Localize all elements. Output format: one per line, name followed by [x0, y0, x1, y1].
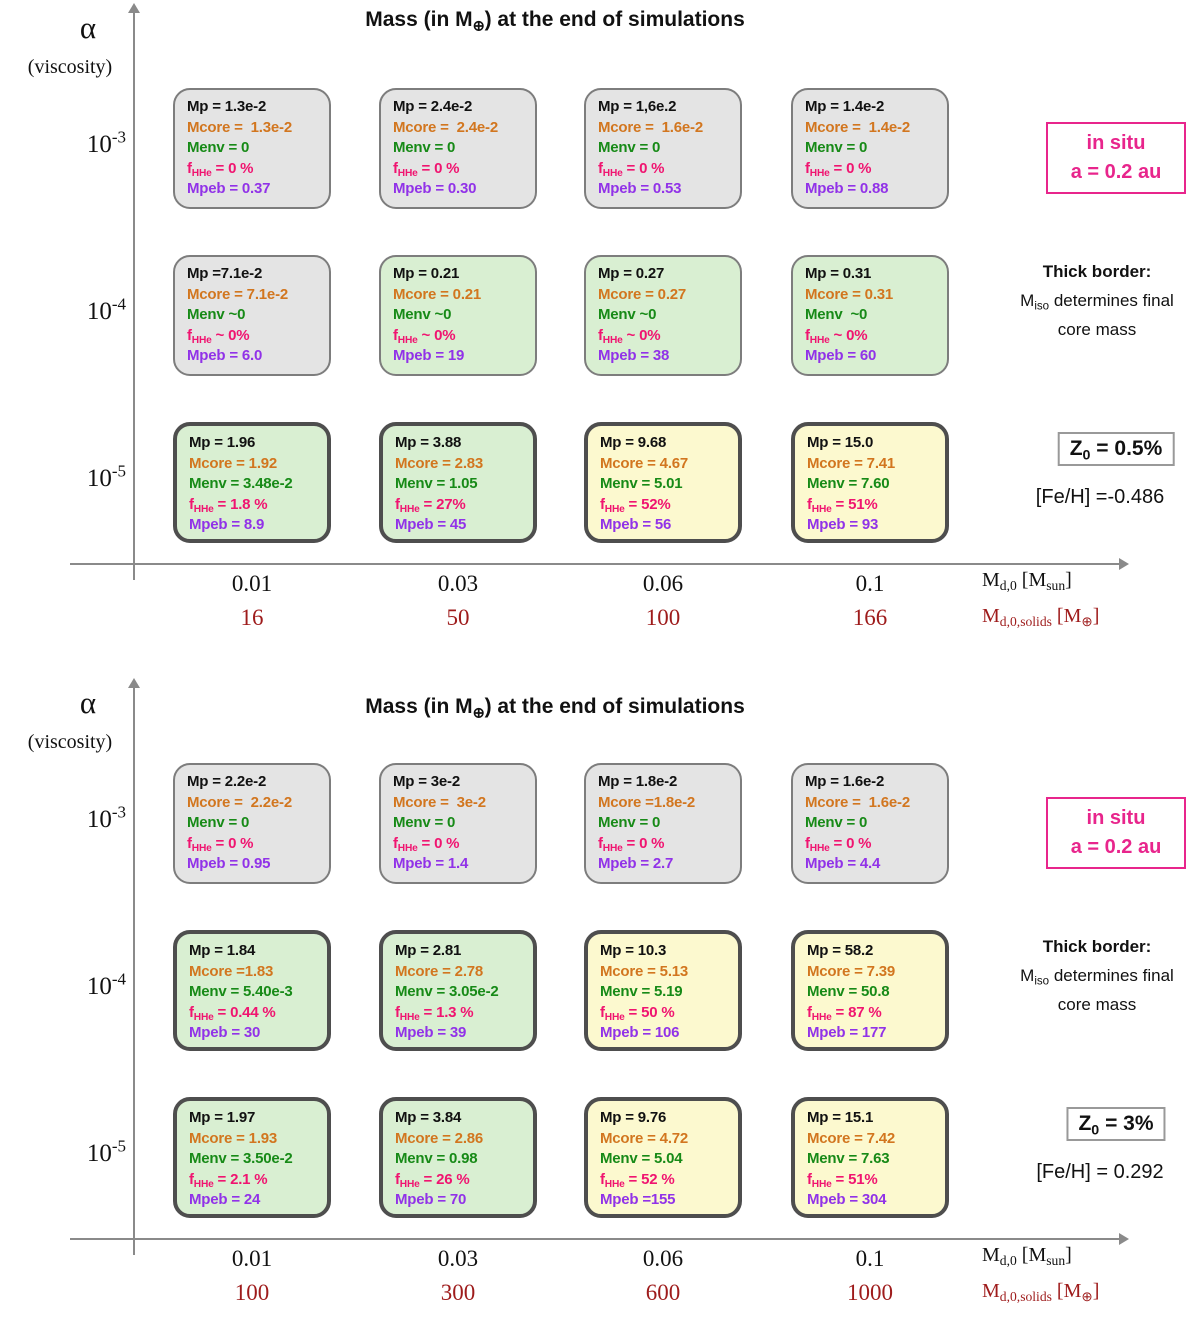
- mcore-line: Mcore = 1.92: [189, 454, 278, 472]
- menv-line: Menv = 7.63: [807, 1150, 890, 1167]
- y-axis-tick: $10^{-3}$: [86, 127, 126, 158]
- mp-line: Mp = 2.2e-2: [187, 773, 267, 790]
- mcore-line: Mcore = 5.13: [600, 962, 689, 980]
- mp-line: Mp = 1.6e-2: [805, 773, 885, 790]
- mp-line: Mp = 2.81: [395, 942, 462, 959]
- mp-line: Mp = 10.3: [600, 942, 667, 959]
- mcore-line: Mcore = 1.6e-2: [598, 118, 703, 136]
- in-situ-line2: a = 0.2 au: [1070, 836, 1162, 858]
- menv-line: Menv = 1.05: [395, 475, 478, 492]
- menv-line: Menv ~0: [187, 306, 246, 323]
- fhhe-line: $f_{HHe}$ ~ 0%: [598, 326, 661, 346]
- fhhe-line: $f_{HHe} = 27\%$: [395, 495, 466, 515]
- mp-line: Mp =7.1e-2: [187, 265, 263, 282]
- menv-line: Menv = 5.01: [600, 475, 683, 492]
- mp-line: Mp = 1.3e-2: [187, 98, 267, 115]
- mpeb-line: Mpeb = 106: [600, 1024, 680, 1041]
- mp-line: Mp = 3e-2: [393, 773, 460, 790]
- mcore-line: Mcore = 2.86: [395, 1129, 484, 1147]
- fhhe-line: $f_{HHe} = 0$ %: [805, 159, 872, 179]
- mcore-line: Mcore =1.8e-2: [598, 793, 696, 811]
- fhhe-line: $f_{HHe} = 52\%$: [600, 495, 671, 515]
- mcore-line: Mcore = 4.67: [600, 454, 689, 472]
- mp-line: Mp = 3.88: [395, 434, 462, 451]
- mp-line: Mp = 1,6e.2: [598, 98, 677, 115]
- mcore-line: Mcore = 2.83: [395, 454, 484, 472]
- feh-value: [Fe/H] = 0.292: [1036, 1161, 1164, 1183]
- mpeb-line: Mpeb = 304: [807, 1191, 887, 1208]
- thick-border-note: [994, 933, 1200, 1020]
- mcore-line: Mcore = 0.31: [805, 285, 894, 303]
- mpeb-line: Mpeb = 0.37: [187, 180, 271, 197]
- thick-border-line2: $M_{iso}$ determines final: [1020, 290, 1174, 313]
- sim-result-box: [173, 422, 331, 543]
- mpeb-line: Mpeb =155: [600, 1191, 676, 1208]
- x-axis-tick: 0.06: [642, 571, 684, 596]
- mcore-line: Mcore = 1.6e-2: [805, 793, 910, 811]
- panel-title: Mass (in $M_\oplus$) at the end of simulations: [365, 695, 745, 722]
- metallicity-box: $Z_0 = 0.5\%$: [1058, 432, 1175, 466]
- y-axis-tick: $10^{-4}$: [86, 969, 126, 1000]
- mpeb-line: Mpeb = 0.88: [805, 180, 889, 197]
- sim-result-box: [584, 255, 742, 376]
- sim-result-box: [584, 763, 742, 884]
- panel-title: Mass (in $M_\oplus$) at the end of simulations: [365, 8, 745, 35]
- x-axis-solids-label: $M_{d,0,solids}$ $[M_\oplus]$: [982, 1280, 1100, 1305]
- y-axis-arrow-icon: [128, 678, 140, 688]
- mcore-line: Mcore = 4.72: [600, 1129, 689, 1147]
- mcore-line: Mcore = 1.93: [189, 1129, 278, 1147]
- alpha-axis-symbol: α: [79, 10, 97, 45]
- x-axis-solids-label: $M_{d,0,solids}$ $[M_\oplus]$: [982, 605, 1100, 630]
- menv-line: Menv = 7.60: [807, 475, 890, 492]
- sim-result-box: [379, 88, 537, 209]
- sim-result-box: [791, 422, 949, 543]
- y-axis-line: [133, 687, 135, 1255]
- thick-border-title: Thick border:: [1042, 262, 1152, 281]
- in-situ-note: [1046, 797, 1186, 869]
- x-axis-solids-tick: 1000: [847, 1280, 893, 1305]
- fhhe-line: $f_{HHe} = 2.1$ %: [189, 1170, 268, 1190]
- sim-result-box: [173, 930, 331, 1051]
- mcore-line: Mcore = 0.27: [598, 285, 687, 303]
- sim-result-box: [584, 930, 742, 1051]
- y-axis-tick: $10^{-5}$: [86, 1136, 126, 1167]
- mp-line: Mp = 9.68: [600, 434, 667, 451]
- mcore-line: Mcore = 2.2e-2: [187, 793, 292, 811]
- fhhe-line: $f_{HHe} = 0$ %: [393, 159, 460, 179]
- mcore-line: Mcore = 2.4e-2: [393, 118, 498, 136]
- panel-z0-3pct: [0, 675, 1200, 1325]
- menv-line: Menv = 5.04: [600, 1150, 683, 1167]
- menv-line: Menv = 0: [598, 814, 661, 831]
- mcore-line: Mcore = 7.39: [807, 962, 896, 980]
- thick-border-note: [994, 258, 1200, 345]
- mcore-line: Mcore = 1.3e-2: [187, 118, 292, 136]
- menv-line: Menv = 0: [187, 139, 250, 156]
- sim-result-box: [584, 1097, 742, 1218]
- menv-line: Menv = 0: [805, 139, 868, 156]
- mp-line: Mp = 2.4e-2: [393, 98, 473, 115]
- menv-line: Menv = 5.19: [600, 983, 683, 1000]
- x-axis-tick: 0.03: [437, 571, 479, 596]
- fhhe-line: $f_{HHe} = 1.3$ %: [395, 1003, 474, 1023]
- sim-result-box: [791, 930, 949, 1051]
- mp-line: Mp = 0.31: [805, 265, 872, 282]
- fhhe-line: $f_{HHe} = 0$ %: [187, 834, 254, 854]
- mpeb-line: Mpeb = 39: [395, 1024, 467, 1041]
- mp-line: Mp = 15.0: [807, 434, 874, 451]
- mpeb-line: Mpeb = 177: [807, 1024, 887, 1041]
- menv-line: Menv = 0: [187, 814, 250, 831]
- sim-result-box: [379, 422, 537, 543]
- x-axis-tick: 0.01: [231, 571, 273, 596]
- menv-line: Menv = 3.48e-2: [189, 475, 293, 492]
- sim-result-box: [791, 1097, 949, 1218]
- menv-line: Menv ~0: [393, 306, 452, 323]
- sim-result-box: [173, 88, 331, 209]
- menv-line: Menv = 0.98: [395, 1150, 478, 1167]
- alpha-axis-name: (viscosity): [27, 56, 113, 78]
- metallicity-box: $Z_0 = 3\%$: [1066, 1107, 1165, 1141]
- mp-line: Mp = 1.96: [189, 434, 256, 451]
- sim-result-box: [379, 1097, 537, 1218]
- mp-line: Mp = 1.8e-2: [598, 773, 678, 790]
- mcore-line: Mcore =1.83: [189, 962, 274, 980]
- fhhe-line: $f_{HHe} = 87$ %: [807, 1003, 882, 1023]
- mp-line: Mp = 0.21: [393, 265, 460, 282]
- thick-border-line2: $M_{iso}$ determines final: [1020, 965, 1174, 988]
- mp-line: Mp = 3.84: [395, 1109, 462, 1126]
- x-axis-solids-tick: 300: [440, 1280, 476, 1305]
- sim-result-box: [584, 88, 742, 209]
- fhhe-line: $f_{HHe} = 0$ %: [393, 834, 460, 854]
- fhhe-line: $f_{HHe}$ ~ 0%: [187, 326, 250, 346]
- mpeb-line: Mpeb = 8.9: [189, 516, 265, 533]
- fhhe-line: $f_{HHe} = 0.44$ %: [189, 1003, 276, 1023]
- mpeb-line: Mpeb = 24: [189, 1191, 261, 1208]
- mpeb-line: Mpeb = 0.30: [393, 180, 477, 197]
- in-situ-note: [1046, 122, 1186, 194]
- mpeb-line: Mpeb = 0.53: [598, 180, 682, 197]
- mp-line: Mp = 1.4e-2: [805, 98, 885, 115]
- fhhe-line: $f_{HHe} = 50$ %: [600, 1003, 675, 1023]
- x-axis-solids-tick: 100: [234, 1280, 270, 1305]
- sim-result-box: [584, 422, 742, 543]
- fhhe-line: $f_{HHe} = 51\%$: [807, 495, 878, 515]
- x-axis-tick: 0.03: [437, 1246, 479, 1271]
- mpeb-line: Mpeb = 1.4: [393, 855, 469, 872]
- menv-line: Menv = 3.50e-2: [189, 1150, 293, 1167]
- fhhe-line: $f_{HHe} = 0$ %: [805, 834, 872, 854]
- fhhe-line: $f_{HHe} = 1.8$ %: [189, 495, 268, 515]
- mpeb-line: Mpeb = 56: [600, 516, 672, 533]
- menv-line: Menv = 0: [598, 139, 661, 156]
- mpeb-line: Mpeb = 4.4: [805, 855, 881, 872]
- mcore-line: Mcore = 7.41: [807, 454, 896, 472]
- in-situ-line1: in situ: [1086, 807, 1146, 829]
- fhhe-line: $f_{HHe} = 0$ %: [598, 159, 665, 179]
- fhhe-line: $f_{HHe} = 51\%$: [807, 1170, 878, 1190]
- alpha-axis-symbol: α: [79, 685, 97, 720]
- mpeb-line: Mpeb = 30: [189, 1024, 261, 1041]
- menv-line: Menv ~0: [805, 306, 868, 323]
- sim-result-box: [379, 763, 537, 884]
- x-axis-tick: 0.06: [642, 1246, 684, 1271]
- y-axis-tick: $10^{-5}$: [86, 461, 126, 492]
- menv-line: Menv = 0: [805, 814, 868, 831]
- y-axis-tick: $10^{-4}$: [86, 294, 126, 325]
- mp-line: Mp = 58.2: [807, 942, 874, 959]
- menv-line: Menv = 0: [393, 139, 456, 156]
- fhhe-line: $f_{HHe}$ ~ 0%: [393, 326, 456, 346]
- mcore-line: Mcore = 1.4e-2: [805, 118, 910, 136]
- mpeb-line: Mpeb = 60: [805, 347, 877, 364]
- sim-result-box: [379, 930, 537, 1051]
- fhhe-line: $f_{HHe} = 0$ %: [187, 159, 254, 179]
- in-situ-line2: a = 0.2 au: [1070, 161, 1162, 183]
- sim-result-box: [173, 1097, 331, 1218]
- x-axis-line: [70, 1238, 1122, 1240]
- fhhe-line: $f_{HHe} = 0$ %: [598, 834, 665, 854]
- x-axis-label: $M_{d,0}$ $[M_{sun}]$: [982, 569, 1072, 594]
- y-axis-arrow-icon: [128, 3, 140, 13]
- x-axis-tick: 0.1: [855, 1246, 885, 1271]
- y-axis-tick: $10^{-3}$: [86, 802, 126, 833]
- x-axis-line: [70, 563, 1122, 565]
- sim-result-box: [379, 255, 537, 376]
- mp-line: Mp = 1.97: [189, 1109, 256, 1126]
- x-axis-solids-tick: 600: [645, 1280, 681, 1305]
- menv-line: Menv = 0: [393, 814, 456, 831]
- mpeb-line: Mpeb = 38: [598, 347, 670, 364]
- mp-line: Mp = 15.1: [807, 1109, 874, 1126]
- x-axis-label: $M_{d,0}$ $[M_{sun}]$: [982, 1244, 1072, 1269]
- mcore-line: Mcore = 2.78: [395, 962, 484, 980]
- mpeb-line: Mpeb = 0.95: [187, 855, 271, 872]
- sim-result-box: [791, 763, 949, 884]
- x-axis-solids-tick: 166: [852, 605, 888, 630]
- alpha-axis-name: (viscosity): [27, 731, 113, 753]
- mp-line: Mp = 0.27: [598, 265, 665, 282]
- sim-result-box: [791, 88, 949, 209]
- menv-line: Menv = 5.40e-3: [189, 983, 293, 1000]
- mcore-line: Mcore = 7.1e-2: [187, 285, 289, 303]
- mpeb-line: Mpeb = 19: [393, 347, 465, 364]
- fhhe-line: $f_{HHe}$ ~ 0%: [805, 326, 868, 346]
- sim-result-box: [791, 255, 949, 376]
- mpeb-line: Mpeb = 70: [395, 1191, 467, 1208]
- x-axis-tick: 0.01: [231, 1246, 273, 1271]
- y-axis-line: [133, 12, 135, 580]
- thick-border-title: Thick border:: [1042, 937, 1152, 956]
- menv-line: Menv = 3.05e-2: [395, 983, 499, 1000]
- x-axis-tick: 0.1: [855, 571, 885, 596]
- mpeb-line: Mpeb = 45: [395, 516, 467, 533]
- mpeb-line: Mpeb = 6.0: [187, 347, 263, 364]
- x-axis-solids-tick: 100: [645, 605, 681, 630]
- mcore-line: Mcore = 0.21: [393, 285, 482, 303]
- mcore-line: Mcore = 7.42: [807, 1129, 896, 1147]
- mpeb-line: Mpeb = 2.7: [598, 855, 674, 872]
- in-situ-line1: in situ: [1086, 132, 1146, 154]
- feh-value: [Fe/H] =-0.486: [1035, 486, 1165, 508]
- mp-line: Mp = 9.76: [600, 1109, 667, 1126]
- menv-line: Menv = 50.8: [807, 983, 890, 1000]
- menv-line: Menv ~0: [598, 306, 657, 323]
- thick-border-line3: core mass: [1057, 319, 1137, 339]
- sim-result-box: [173, 763, 331, 884]
- fhhe-line: $f_{HHe} = 26$ %: [395, 1170, 470, 1190]
- mp-line: Mp = 1.84: [189, 942, 256, 959]
- sim-result-box: [173, 255, 331, 376]
- fhhe-line: $f_{HHe} = 52$ %: [600, 1170, 675, 1190]
- x-axis-solids-tick: 16: [240, 605, 264, 630]
- mcore-line: Mcore = 3e-2: [393, 793, 486, 811]
- thick-border-line3: core mass: [1057, 994, 1137, 1014]
- mpeb-line: Mpeb = 93: [807, 516, 879, 533]
- x-axis-solids-tick: 50: [446, 605, 470, 630]
